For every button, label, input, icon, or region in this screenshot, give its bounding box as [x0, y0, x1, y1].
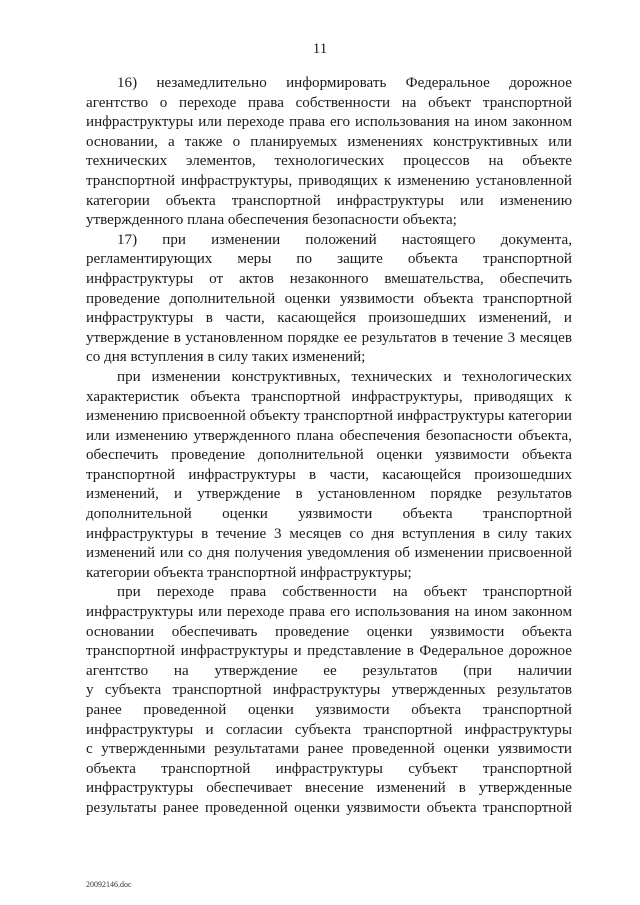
text-line: инфраструктуры от актов незаконного вмешательства, обеспечить — [86, 270, 572, 287]
text-line: дополнительной оценки уязвимости объекта транспортной — [86, 506, 572, 523]
page-number: 11 — [312, 41, 328, 57]
text-line: технических элементов, технологических процессов на объекте — [86, 153, 572, 170]
text-line: изменений, и утверждение в установленном порядке результатов — [86, 486, 572, 503]
text-line: регламентирующих меры по защите объекта транспортной — [86, 251, 572, 268]
footer-file-name: 20092146.doc — [86, 880, 132, 889]
text-line: агентство о переходе права собственности на объект транспортной — [86, 94, 572, 111]
text-line: инфраструктуры или переходе права его использования на ином законном — [86, 604, 572, 621]
text-line: транспортной инфраструктуры в части, касающейся произошедших — [86, 466, 572, 483]
text-line: 16) незамедлительно информировать Федеральное дорожное — [117, 75, 572, 91]
text-line: 17) при изменении положений настоящего документа, — [117, 231, 572, 248]
paragraph-p17 — [86, 231, 572, 368]
text-line: результаты ранее проведенной оценки уязвимости объекта транспортной — [86, 799, 572, 816]
text-line: агентство на утверждение ее результатов (при наличии — [86, 662, 572, 679]
text-line: ранее проведенной оценки уязвимости объекта транспортной — [86, 702, 572, 718]
text-line: утверждение в установленном порядке ее результатов в течение 3 месяцев — [86, 329, 572, 346]
text-line: характеристик объекта транспортной инфраструктуры, приводящих к — [86, 388, 572, 405]
text-line: утвержденного плана обеспечения безопасности объекта; — [86, 212, 457, 229]
text-line: транспортной инфраструктуры и представление в Федеральное дорожное — [86, 643, 572, 660]
text-line: транспортной инфраструктуры, приводящих к изменению установленной — [86, 172, 572, 189]
text-line: при изменении конструктивных, технических и технологических — [117, 368, 572, 385]
text-line: при переходе права собственности на объект транспортной — [117, 584, 572, 601]
text-line: или изменению утвержденного плана обеспечения безопасности объекта, — [86, 427, 572, 444]
paragraph-p17c — [86, 583, 572, 818]
text-line: категории объекта транспортной инфраструктуры; — [86, 564, 412, 581]
text-line: проведение дополнительной оценки уязвимости объекта транспортной — [86, 290, 572, 307]
text-line: инфраструктуры или переходе права его использования на ином законном — [86, 114, 572, 131]
text-line: инфраструктуры в части, касающейся произошедших изменений, и — [86, 310, 572, 327]
text-line: инфраструктуры и согласии субъекта транспортной инфраструктуры — [86, 721, 572, 738]
text-line: изменению присвоенной объекту транспортной инфраструктуры категории — [86, 408, 572, 425]
text-line: основании обеспечивать проведение оценки уязвимости объекта — [86, 623, 572, 640]
text-line: объекта транспортной инфраструктуры субъект транспортной — [86, 760, 572, 777]
text-line: инфраструктуры обеспечивает внесение изменений в утвержденные — [86, 780, 572, 797]
text-line: изменений или со дня получения уведомления об изменении присвоенной — [86, 545, 572, 562]
text-line: категории объекта транспортной инфраструктуры или изменению — [86, 192, 572, 209]
text-line: со дня вступления в силу таких изменений; — [86, 349, 366, 366]
text-line: основании, а также о планируемых изменениях конструктивных или — [86, 133, 572, 150]
paragraph-p16 — [86, 74, 572, 231]
text-line: обеспечить проведение дополнительной оценки уязвимости объекта — [86, 447, 572, 464]
text-line: у субъекта транспортной инфраструктуры утвержденных результатов — [86, 682, 572, 699]
document-body — [86, 74, 572, 819]
text-line: с утвержденными результатами ранее проведенной оценки уязвимости — [86, 741, 572, 758]
paragraph-p17b — [86, 368, 572, 584]
text-line: инфраструктуры в течение 3 месяцев со дня вступления в силу таких — [86, 525, 572, 542]
